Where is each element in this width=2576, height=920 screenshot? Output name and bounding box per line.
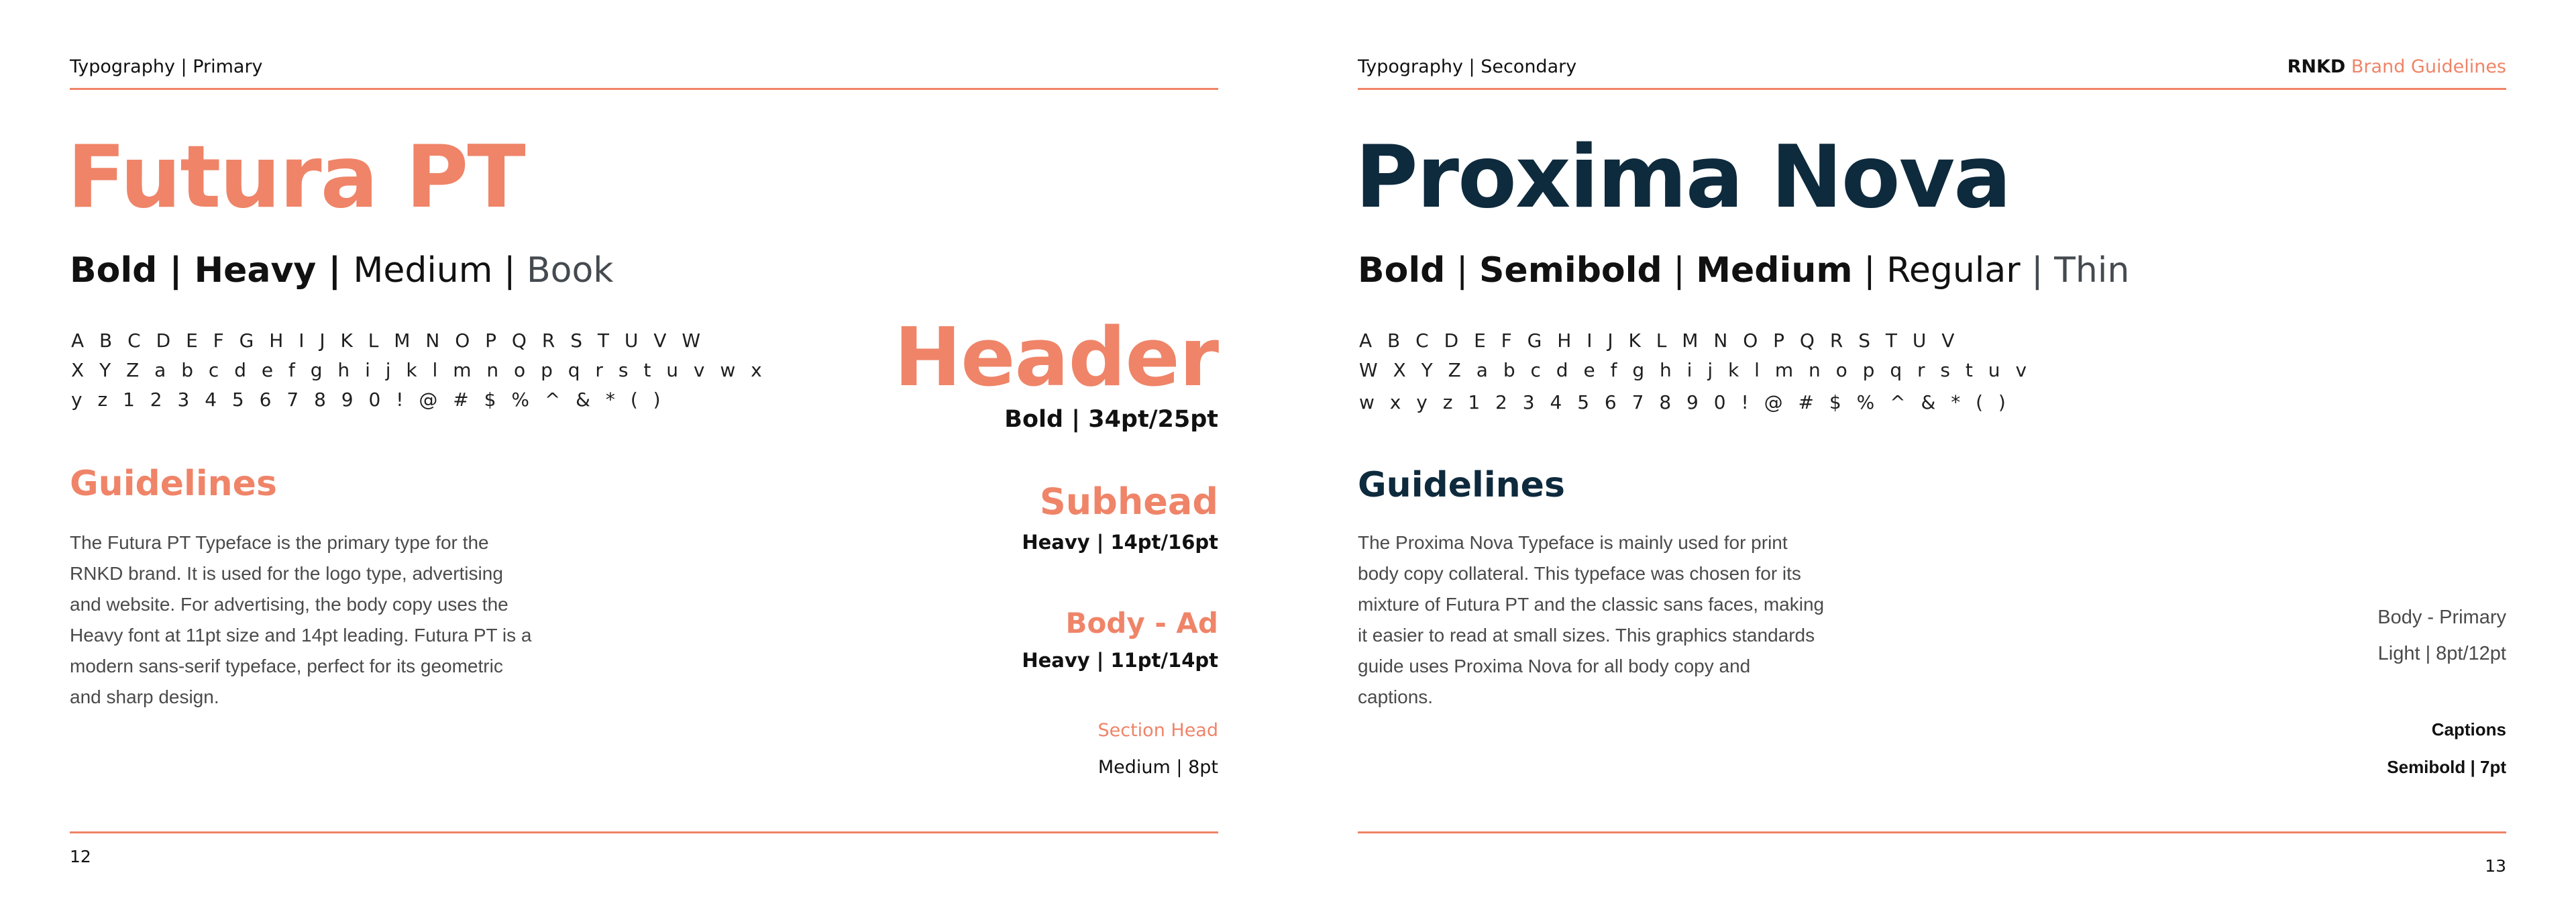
weight-semibold: Semibold — [1479, 250, 1662, 291]
weight-separator: | — [1662, 250, 1697, 291]
sample-subhead-spec: Heavy | 14pt/16pt — [1022, 531, 1218, 554]
footer-rule — [70, 831, 1218, 833]
font-title: Futura PT — [67, 127, 525, 227]
guidelines-body: The Proxima Nova Typeface is mainly used for print body copy collateral. This typeface was chosen for its mixture of Futura PT and the classic sans faces, making it easier to read at small sizes. This graphics standards guide uses Proxima Nova for all body copy and captions. — [1358, 532, 1825, 707]
font-weights — [70, 250, 613, 291]
weight-regular: Regular — [1886, 250, 2021, 291]
alphabet-line-1: A B C D E F G H I J K L M N O P Q R S T U V — [1359, 329, 1960, 352]
weight-book: Book — [527, 250, 614, 291]
guidelines-body: The Futura PT Typeface is the primary type for the RNKD brand. It is used for the logo type, advertising and website. For advertising, the body copy uses the Heavy font at 11pt size and 14pt leading. Futura PT is a modern sans-serif typeface, perfect for its geometric and sharp design. — [70, 532, 532, 707]
sample-body-primary-spec: Light | 8pt/12pt — [2377, 643, 2506, 664]
page-number: 12 — [70, 847, 91, 866]
right-page — [1288, 0, 2576, 920]
sample-header: Header — [894, 311, 1218, 405]
sample-body-ad: Body - Ad — [1065, 607, 1218, 640]
sample-section-head: Section Head — [1097, 720, 1218, 741]
weight-separator: | — [492, 250, 527, 291]
weight-medium: Medium — [1696, 250, 1853, 291]
brand-guidelines-label — [2288, 56, 2506, 77]
sample-header-spec: Bold | 34pt/25pt — [1004, 406, 1218, 433]
guidelines-heading: Guidelines — [70, 464, 277, 504]
sample-captions: Captions — [2431, 719, 2506, 739]
alphabet-line-1: A B C D E F G H I J K L M N O P Q R S T U V W — [71, 329, 706, 352]
footer-rule — [1358, 831, 2506, 833]
weight-heavy: Heavy — [194, 250, 317, 291]
alphabet-line-3: y z 1 2 3 4 5 6 7 8 9 0 ! @ # $ % ^ & * ( ) — [71, 389, 665, 411]
sample-subhead: Subhead — [1039, 480, 1218, 523]
weight-separator: | — [157, 250, 195, 291]
brand-suffix: Brand Guidelines — [2345, 56, 2506, 77]
weight-thin: Thin — [2054, 250, 2130, 291]
sample-body-ad-spec: Heavy | 11pt/14pt — [1022, 649, 1218, 672]
header-rule — [1358, 88, 2506, 90]
header-rule — [70, 88, 1218, 90]
font-weights — [1358, 250, 2129, 291]
alphabet-line-2: W X Y Z a b c d e f g h i j k l m n o p q r s t u v — [1359, 359, 2032, 381]
page-number: 13 — [2485, 856, 2506, 876]
weight-medium: Medium — [353, 250, 493, 291]
page-header-label: Typography | Primary — [70, 56, 263, 77]
guidelines-heading: Guidelines — [1358, 465, 1565, 505]
weight-separator: | — [1445, 250, 1479, 291]
weight-separator: | — [2020, 250, 2055, 291]
weight-separator: | — [1852, 250, 1887, 291]
alphabet-line-2: X Y Z a b c d e f g h i j k l m n o p q r s t u v w x — [71, 359, 767, 381]
page-header-label: Typography | Secondary — [1358, 56, 1577, 77]
weight-separator: | — [316, 250, 354, 291]
weight-bold: Bold — [70, 250, 158, 291]
alphabet-line-3: w x y z 1 2 3 4 5 6 7 8 9 0 ! @ # $ % ^ & * ( ) — [1359, 391, 2010, 413]
sample-captions-spec: Semibold | 7pt — [2387, 757, 2506, 777]
sample-body-primary: Body - Primary — [2377, 607, 2506, 628]
brand-name: RNKD — [2287, 56, 2346, 77]
sample-section-head-spec: Medium | 8pt — [1097, 757, 1218, 778]
weight-bold: Bold — [1358, 250, 1446, 291]
font-title: Proxima Nova — [1355, 127, 2010, 227]
